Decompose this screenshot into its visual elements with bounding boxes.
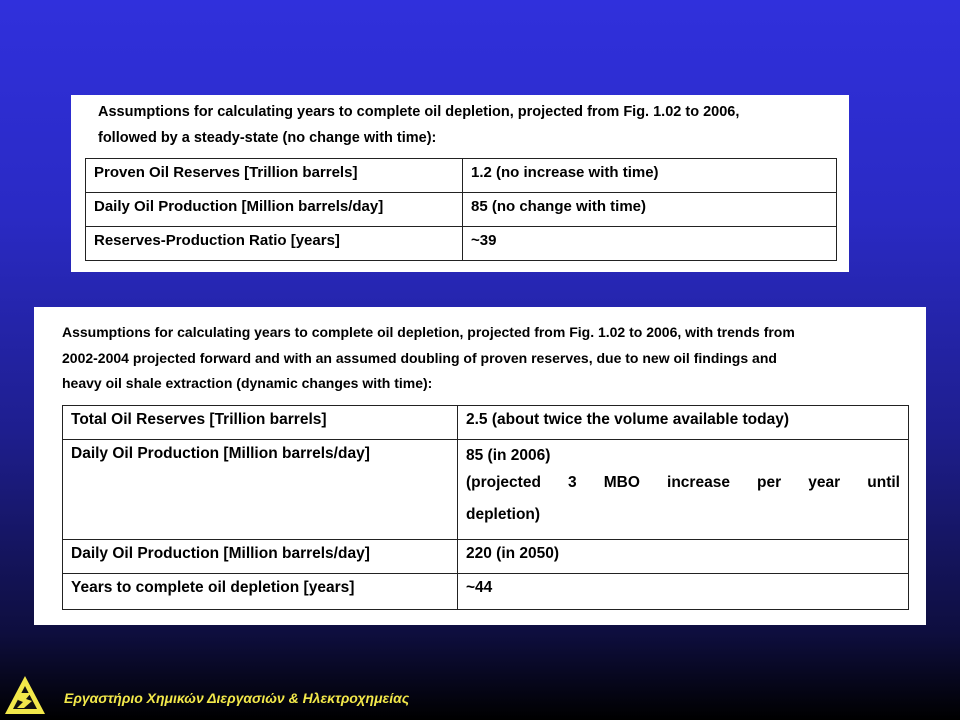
row-value: 1.2 (no increase with time) [463, 159, 837, 193]
steady-state-table [85, 158, 837, 261]
intro-line: 2002-2004 projected forward and with an assumed doubling of proven reserves, due to new oil findings and [62, 349, 777, 366]
row-value: 85 (no change with time) [463, 193, 837, 227]
intro-line: followed by a steady-state (no change with time): [98, 130, 437, 146]
row-label: Total Oil Reserves [Trillion barrels] [63, 406, 458, 440]
footer-lab-name: Εργαστήριο Χημικών Διεργασιών & Ηλεκτροχημείας [64, 690, 410, 706]
row-value: ~39 [463, 227, 837, 261]
intro-line: Assumptions for calculating years to complete oil depletion, projected from Fig. 1.02 to 2006, [98, 104, 740, 120]
intro-line: heavy oil shale extraction (dynamic changes with time): [62, 375, 433, 391]
steady-state-intro-text [98, 99, 838, 151]
table-row [63, 406, 909, 440]
row-value: 2.5 (about twice the volume available today) [458, 406, 909, 440]
table-row [63, 574, 909, 610]
value-line: 85 (in 2006) [466, 447, 551, 464]
row-label: Daily Oil Production [Million barrels/day] [86, 193, 463, 227]
row-label: Daily Oil Production [Million barrels/day] [63, 440, 458, 540]
row-value: 220 (in 2050) [458, 540, 909, 574]
row-value-multiline [458, 440, 909, 540]
table-row [86, 227, 837, 261]
row-label: Daily Oil Production [Million barrels/day] [63, 540, 458, 574]
row-label: Reserves-Production Ratio [years] [86, 227, 463, 261]
row-value: ~44 [458, 574, 909, 610]
value-line: (projected 3 MBO increase per year until [466, 474, 900, 491]
intro-line: Assumptions for calculating years to complete oil depletion, projected from Fig. 1.02 to 2006, with trends from [62, 324, 795, 340]
dynamic-assumptions-panel [34, 307, 926, 625]
table-row [86, 159, 837, 193]
row-label: Proven Oil Reserves [Trillion barrels] [86, 159, 463, 193]
row-label: Years to complete oil depletion [years] [63, 574, 458, 610]
dynamic-intro-text [62, 320, 912, 397]
value-line: depletion) [466, 506, 541, 523]
table-row [63, 540, 909, 574]
dynamic-table [62, 405, 909, 610]
table-row [63, 440, 909, 540]
lab-logo-icon [4, 674, 46, 716]
table-row [86, 193, 837, 227]
slide-footer [0, 672, 960, 720]
steady-state-assumptions-panel [71, 95, 849, 272]
